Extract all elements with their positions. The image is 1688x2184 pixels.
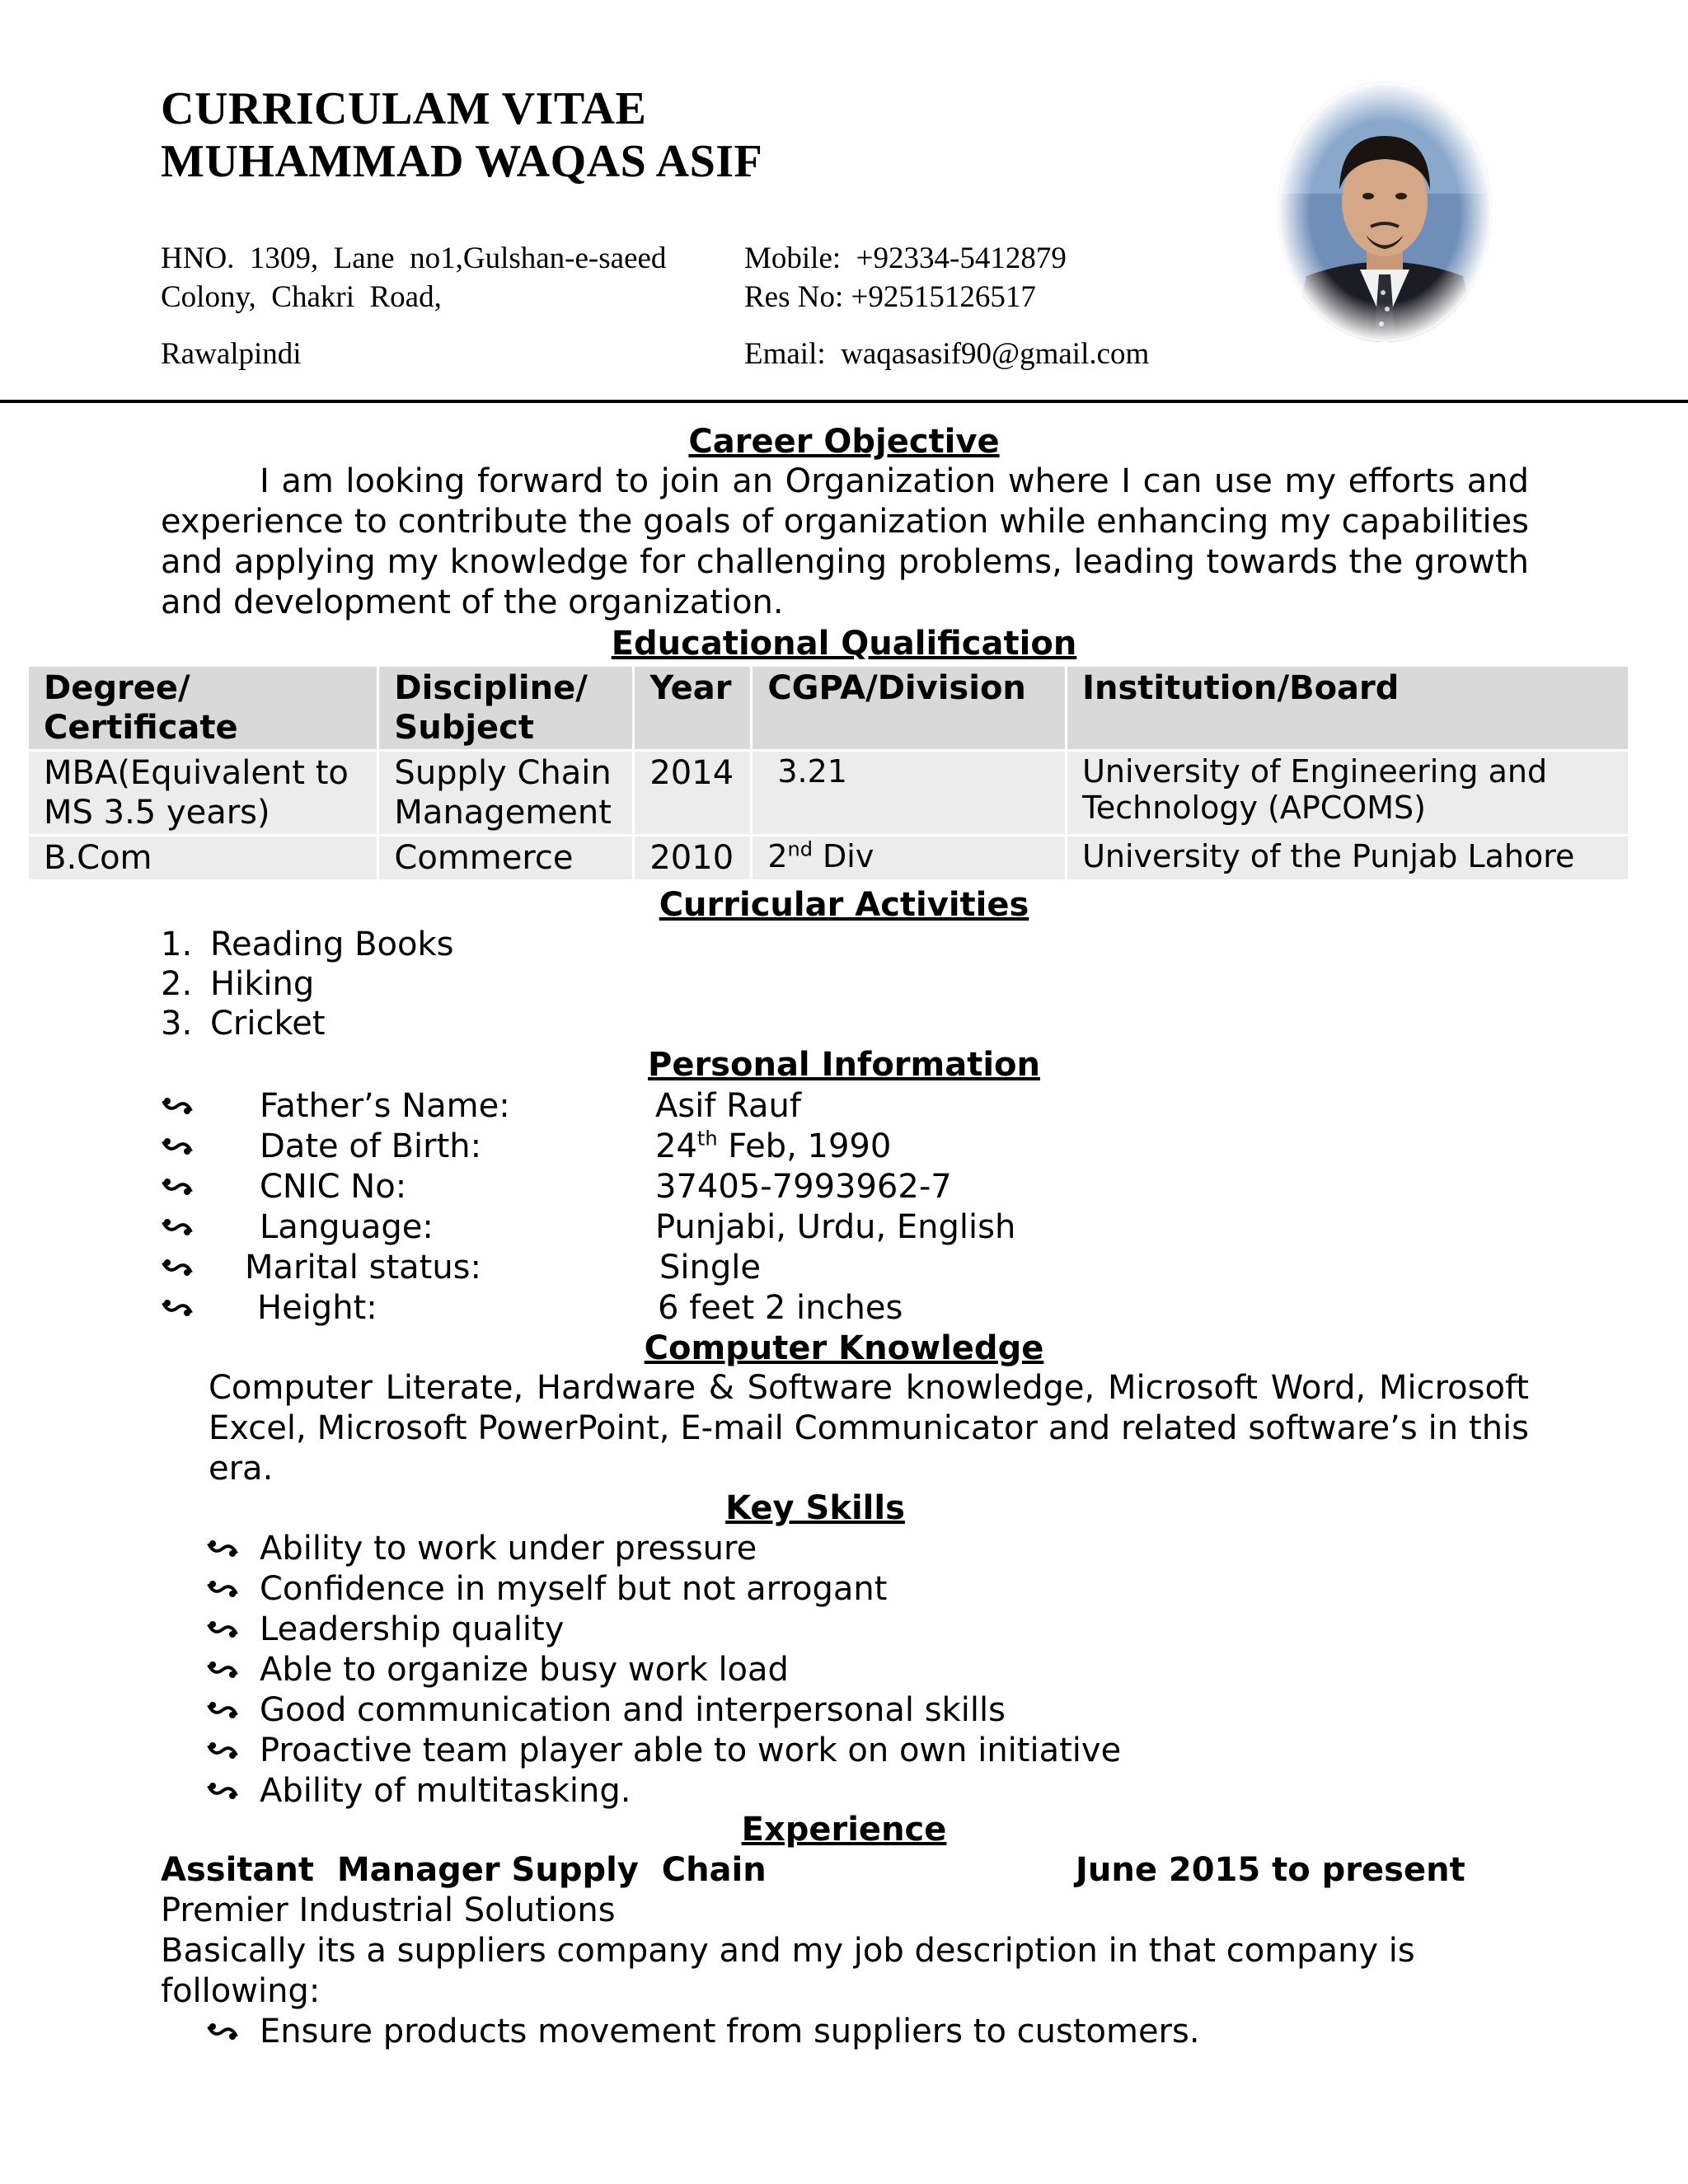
info-label: Marital status: [245,1249,481,1286]
institution-cell: University of the Punjab Lahore [1067,836,1629,881]
ornament-bullet-icon [161,1258,194,1277]
address-block [161,239,721,373]
list-text: Hiking [210,965,315,1003]
ornament-bullet-icon [206,1781,239,1801]
info-value: Single [659,1249,761,1286]
personal-info-row [161,1086,1315,1126]
year-cell: 2010 [634,836,752,881]
ornament-bullet-icon [206,1539,239,1558]
career-objective-heading: Career Objective [688,423,1000,461]
residence-number: Res No: +92515126517 [744,280,1036,314]
ornament-bullet-icon [206,1619,239,1639]
dob-rest: Feb, 1990 [717,1127,892,1165]
cgpa-division: Div [812,838,874,874]
list-item [161,925,453,964]
experience-heading: Experience [741,1811,947,1849]
info-label: Father’s Name: [260,1087,510,1125]
cgpa-value: 2 [767,838,788,874]
skill-text: Ability of multitasking. [260,1772,631,1810]
table-row [28,836,1629,881]
column-header: Degree/ Certificate [28,666,378,751]
info-label: Language: [260,1208,434,1246]
ornament-bullet-icon [206,1579,239,1599]
job-title: Assitant Manager Supply Chain [161,1851,767,1889]
skill-text: Leadership quality [260,1610,565,1648]
column-header: CGPA/Division [752,666,1067,751]
ornament-bullet-icon [161,1217,194,1237]
resume-title [161,82,762,188]
discipline-cell: Supply Chain Management [378,751,634,836]
ornament-bullet-icon [161,1177,194,1197]
table-row [28,751,1629,836]
info-label: Height: [257,1289,377,1327]
table-header-row [28,666,1629,751]
education-table [26,664,1630,882]
dob-suffix: th [696,1127,718,1151]
personal-info-row [161,1248,1315,1287]
info-value: Punjabi, Urdu, English [655,1208,1016,1246]
info-label: Date of Birth: [260,1127,482,1165]
skill-text: Proactive team player able to work on own initiative [260,1732,1122,1769]
job-dates: June 2015 to present [1076,1851,1465,1889]
profile-photo [1273,78,1496,346]
personal-info-row [161,1288,1315,1328]
personal-info-row [161,1127,1315,1166]
address-line: Rawalpindi [161,337,302,371]
contact-block [744,239,1206,373]
list-number: 2. [161,965,193,1003]
list-number: 1. [161,926,193,963]
list-item [161,964,453,1004]
info-value: 37405-7993962-7 [655,1168,952,1206]
email-address: Email: waqasasif90@gmail.com [744,337,1150,371]
mobile-number: Mobile: +92334-5412879 [744,241,1067,275]
list-text: Cricket [210,1005,326,1043]
computer-knowledge-heading: Computer Knowledge [644,1329,1044,1367]
column-header: Discipline/ Subject [378,666,634,751]
ornament-bullet-icon [161,1096,194,1116]
ornament-bullet-icon [161,1137,194,1156]
skill-text: Ability to work under pressure [260,1530,757,1568]
applicant-name: MUHAMMAD WAQAS ASIF [161,136,763,187]
column-header: Institution/Board [1067,666,1629,751]
personal-info-row [161,1207,1315,1247]
skill-text: Confidence in myself but not arrogant [260,1570,888,1608]
personal-info-row [161,1167,1315,1207]
dob-day: 24 [655,1127,697,1165]
info-value: Asif Rauf [655,1087,801,1125]
career-objective-text [161,462,1529,623]
degree-cell: B.Com [28,836,378,881]
document-title: CURRICULAM VITAE [161,83,647,134]
personal-info-heading: Personal Information [648,1046,1040,1084]
list-text: Reading Books [210,926,454,963]
ornament-bullet-icon [206,1660,239,1680]
ornament-bullet-icon [206,1700,239,1720]
activities-list [161,925,453,1043]
ornament-bullet-icon [206,2022,239,2041]
discipline-cell: Commerce [378,836,634,881]
ornament-bullet-icon [206,1741,239,1760]
address-line: Colony, Chakri Road, [161,280,442,314]
year-cell: 2014 [634,751,752,836]
info-value: 6 feet 2 inches [658,1289,903,1327]
education-heading: Educational Qualification [611,625,1077,663]
career-objective-body: I am looking forward to join an Organization where I can use my efforts and experience to contribute the goals of organization while enhancing my capabilities and applying my knowledge for challenging problems, leading towards the growth and development of the organization. [161,462,1529,621]
institution-cell: University of Engineering and Technology (APCOMS) [1067,751,1629,836]
skill-text: Good communication and interpersonal skills [260,1691,1006,1729]
list-item [161,1004,453,1043]
key-skills-heading: Key Skills [725,1489,905,1527]
computer-knowledge-text: Computer Literate, Hardware & Software knowledge, Microsoft Word, Microsoft Excel, Microsoft PowerPoint, E-mail Communicator and related software’s in this era. [209,1369,1529,1488]
activities-heading: Curricular Activities [659,886,1029,924]
cgpa-suffix: nd [787,837,813,861]
list-number: 3. [161,1005,193,1043]
info-value [655,1127,891,1166]
cgpa-cell: 3.21 [752,751,1067,836]
company-name: Premier Industrial Solutions [161,1891,616,1929]
address-line: HNO. 1309, Lane no1,Gulshan-e-saeed [161,241,667,275]
cgpa-cell [752,836,1067,881]
ornament-bullet-icon [161,1298,194,1318]
header-divider [0,400,1688,403]
degree-cell: MBA(Equivalent to MS 3.5 years) [28,751,378,836]
job-duty-text: Ensure products movement from suppliers to customers. [260,2013,1200,2050]
info-label: CNIC No: [260,1168,407,1206]
skill-text: Able to organize busy work load [260,1651,789,1689]
job-description: Basically its a suppliers company and my job description in that company is following: [161,1932,1415,2010]
column-header: Year [634,666,752,751]
